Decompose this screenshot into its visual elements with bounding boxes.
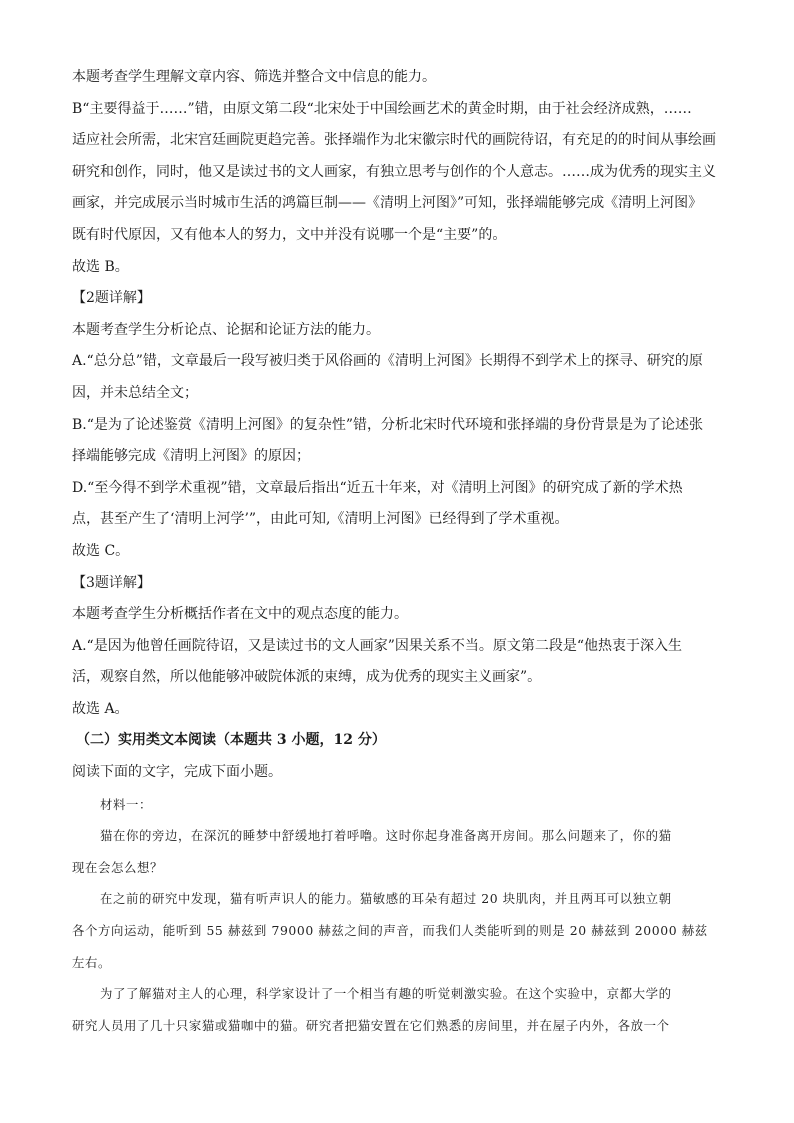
answer-paragraph: 活，观察自然，所以他能够冲破院体派的束缚，成为优秀的现实主义画家”。 (72, 669, 542, 686)
answer-paragraph: A.“总分总”错，文章最后一段写被归类于风俗画的《清明上河图》长期得不到学术上的探寻、研究的原 (72, 353, 703, 370)
answer-paragraph: A.“是因为他曾任画院待诏，又是读过书的文人画家”因果关系不当。原文第二段是“他热衷于深入生 (72, 637, 683, 654)
answer-paragraph: 既有时代原因，又有他本人的努力，文中并没有说哪一个是“主要”的。 (72, 226, 507, 243)
answer-paragraph: B“主要得益于……”错，由原文第二段“北宋处于中国绘画艺术的黄金时期，由于社会经济成熟，…… (72, 100, 692, 117)
document-page (72, 62, 722, 1041)
answer-paragraph: 因，并未总结全文； (72, 384, 198, 401)
question-heading: 【3题详解】 (72, 574, 151, 591)
answer-paragraph: 适应社会所需，北宋宫廷画院更趋完善。张择端作为北宋徽宗时代的画院待诏，有充足的的时间从事绘画 (72, 132, 716, 149)
answer-paragraph: 点，甚至产生了‘清明上河学’”，由此可知,《清明上河图》已经得到了学术重视。 (72, 511, 569, 528)
answer-paragraph: 本题考查学生理解文章内容、筛选并整合文中信息的能力。 (72, 69, 436, 85)
answer-paragraph: D.“至今得不到学术重视”错，文章最后指出“近五十年来，对《清明上河图》的研究成了新的学术热 (72, 479, 683, 496)
answer-choice: 故选 C。 (72, 542, 130, 559)
question-heading: 【2题详解】 (72, 290, 151, 307)
answer-choice: 故选 B。 (72, 258, 129, 275)
answer-choice: 故选 A。 (72, 700, 129, 717)
answer-paragraph: 研究和创作，同时，他又是读过书的文人画家，有独立思考与创作的个人意志。……成为优秀的现实主义 (72, 163, 716, 180)
material-line: 为了了解猫对主人的心理，科学家设计了一个相当有趣的听觉刺激实验。在这个实验中，京都大学的 (100, 986, 672, 1002)
answer-paragraph: 本题考查学生分析论点、论据和论证方法的能力。 (72, 321, 380, 338)
material-line: 各个方向运动，能听到 55 赫兹到 79000 赫兹之间的声音，而我们人类能听到的则是 20 赫兹到 20000 赫兹 (72, 923, 708, 939)
answer-paragraph: 画家，并完成展示当时城市生活的鸿篇巨制——《清明上河图》”可知，张择端能够完成《清明上河图》 (72, 195, 703, 212)
material-line: 现在会怎么想？ (72, 859, 163, 875)
answer-paragraph: B.“是为了论述鉴赏《清明上河图》的复杂性”错，分析北宋时代环境和张择端的身份背景是为了论述张 (72, 416, 704, 433)
material-line: 研究人员用了几十只家猫或猫咖中的猫。研究者把猫安置在它们熟悉的房间里，并在屋子内外，各放一个 (72, 1017, 670, 1033)
material-label: 材料一： (100, 796, 152, 812)
answer-paragraph: 本题考查学生分析概括作者在文中的观点态度的能力。 (72, 606, 408, 623)
section-instruction: 阅读下面的文字，完成下面小题。 (72, 764, 282, 781)
answer-paragraph: 择端能够完成《清明上河图》的原因； (72, 448, 310, 465)
material-line: 左右。 (72, 954, 111, 970)
material-line: 在之前的研究中发现，猫有听声识人的能力。猫敏感的耳朵有超过 20 块肌肉，并且两耳可以独立朝 (100, 891, 672, 907)
material-line: 猫在你的旁边，在深沉的睡梦中舒缓地打着呼噜。这时你起身准备离开房间。那么问题来了，你的猫 (100, 828, 672, 844)
section-title: （二）实用类文本阅读（本题共 3 小题，12 分） (76, 732, 386, 749)
